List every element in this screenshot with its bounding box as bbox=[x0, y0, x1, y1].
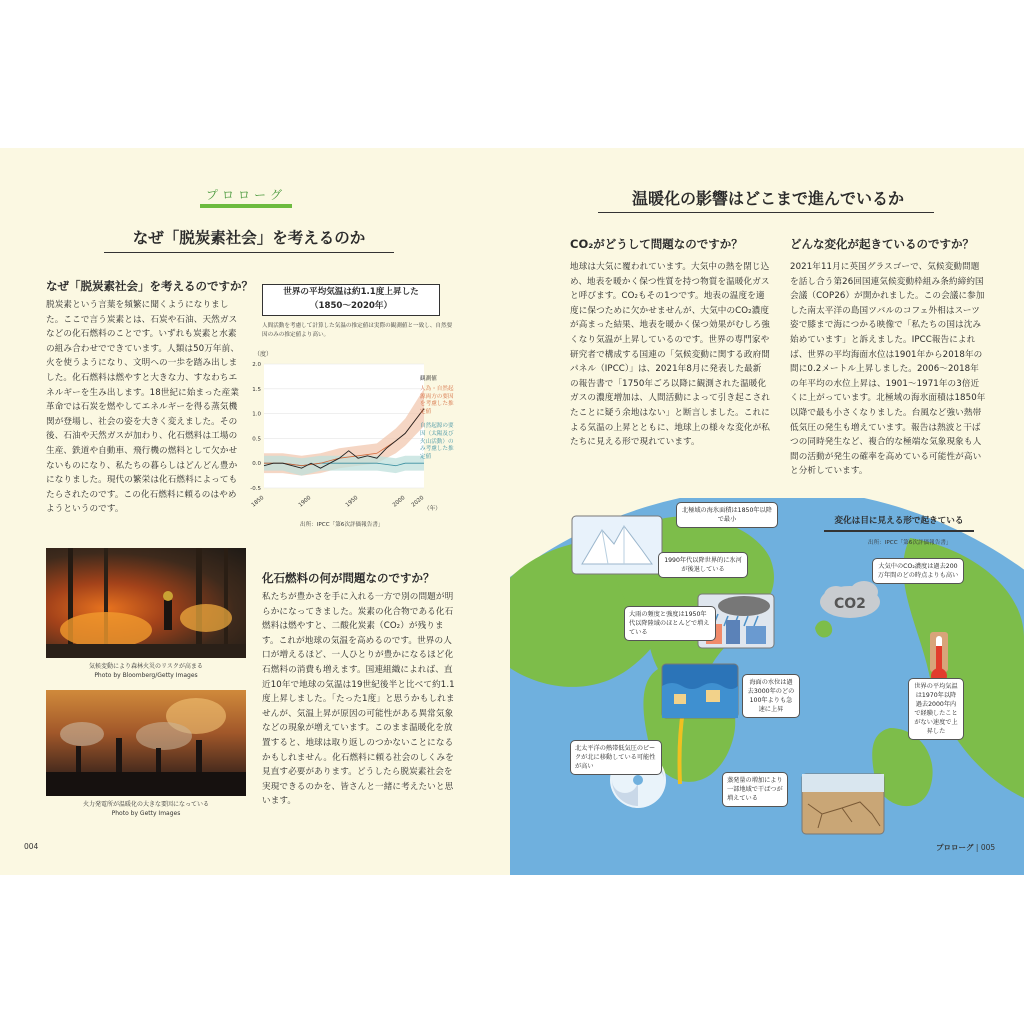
section-label-text: プロローグ bbox=[205, 188, 286, 202]
forest-fire-illustration bbox=[46, 548, 246, 658]
callout-arctic-ice: 北極域の海氷面積は1850年以降で最小 bbox=[676, 502, 778, 528]
chart-x-unit: （年） bbox=[424, 506, 441, 512]
left-page-title-text: なぜ「脱炭素社会」を考えるのか bbox=[132, 229, 366, 247]
left-paragraph-1: 脱炭素という言葉を頻繁に聞くようになりました。ここで言う炭素とは、石炭や石油、天然ガスなどの化石燃料のことです。いずれも炭素と水素の組み合わせでできています。人類は50万年前、火を使うようになり、文明への一歩を踏み出しました。化石燃料は燃やすと大きな力、すなわちエネルギーを生み出します。18世紀に始まった産業革命では石炭を燃やしてエネルギーを得る蒸気機関が登場し、社会の姿を大きく変えました。その後、石油や天然ガスが加わり、化石燃料は工場の生産、鉄道や自動車、飛行機の燃料として欠かせないものになり、私たちの暮らしはどんどん豊かになりました。現代の繁栄は化石燃料によってもたらされたのです。この化石燃料に頼るのはやめようというのです。 bbox=[46, 300, 240, 515]
right-page-title-text: 温暖化の影響はどこまで進んでいるか bbox=[631, 189, 904, 208]
sea-level-icon bbox=[662, 664, 738, 718]
y-tick-label: 2.0 bbox=[252, 362, 261, 368]
right-folio-separator: | bbox=[975, 843, 981, 852]
legend-human-natural: 人為・自然起源両方の要因を考慮した推定値 bbox=[420, 385, 454, 416]
right-page-number: 005 bbox=[980, 843, 996, 852]
left-page-number: 004 bbox=[24, 842, 39, 851]
left-page-title bbox=[104, 226, 394, 248]
left-title-rule bbox=[104, 252, 394, 253]
chart-source: 出所：IPCC「第6次評価報告書」 bbox=[300, 522, 384, 528]
book-spread bbox=[0, 148, 1024, 875]
right-paragraph-1: 地球は大気に覆われています。大気中の熱を閉じ込め、地表を暖かく保つ性質を持つ物質を温暖化ガスと呼びます。CO₂もその1つです。地表の温度を適度に保つために欠かせませんが、大気中のCO₂濃度が高まった結果、地表を暖かく保つ効果がむしろ強くなり気温が上昇しているのです。世界の専門家や研究者で構成する国連の「気候変動に関する政府間パネル（IPCC）」は、2021年8月に発表した最新の報告書で「1750年ごろ以降に観測された温暖化ガスの濃度増加は、人間活動によって引き起こされたことに疑う余地はない」と断言しました。これによる気温の上昇とともに、地球上の様々な変化が私たちに見える形で現れています。 bbox=[570, 262, 770, 448]
x-tick-label: 1950 bbox=[344, 494, 360, 509]
power-plant-caption bbox=[46, 800, 246, 818]
y-tick-label: 0.5 bbox=[252, 436, 261, 443]
x-tick-label: 2020 bbox=[410, 494, 426, 509]
power-plant-caption-text: 火力発電所が温暖化の大きな要因になっている bbox=[82, 801, 209, 808]
legend-natural-only: 自然起源の要因（太陽及び火山活動）のみ考慮した推定値 bbox=[420, 422, 454, 461]
chart-title-line1: 世界の平均気温は約1.1度上昇した bbox=[283, 287, 419, 297]
chart-legend bbox=[420, 376, 454, 462]
power-plant-credit: Photo by Getty Images bbox=[111, 810, 181, 817]
x-tick-label: 1850 bbox=[250, 494, 266, 509]
right-page-title bbox=[598, 186, 938, 209]
thermometer-icon bbox=[930, 632, 948, 684]
chart-note: 人間活動を考慮して計算した気温の推定値は実際の観測値と一致し、自然要因のみの推定値より高い。 bbox=[262, 323, 453, 338]
forest-fire-photo bbox=[46, 548, 246, 658]
callout-glacier: 1990年代以降世界的に氷河が後退している bbox=[658, 552, 748, 578]
power-plant-illustration bbox=[46, 690, 246, 796]
forest-fire-caption bbox=[46, 662, 246, 680]
co2-label: CO2 bbox=[834, 596, 866, 612]
legend-observed: 観測値 bbox=[420, 376, 437, 382]
forest-fire-caption-text: 気候変動により森林火災のリスクが高まる bbox=[89, 663, 203, 670]
x-tick-label: 2000 bbox=[391, 494, 407, 509]
section-label-underline bbox=[200, 204, 292, 208]
callout-temperature: 世界の平均気温は1970年以降過去2000年内で経験したことがない速度で上昇した bbox=[908, 678, 964, 740]
y-tick-label: 1.0 bbox=[252, 411, 261, 418]
right-folio bbox=[936, 842, 995, 853]
callout-drought: 蒸発量の増加により一部地域で干ばつが増えている bbox=[722, 772, 788, 807]
left-heading-2: 化石燃料の何が問題なのですか？ bbox=[262, 571, 435, 585]
y-tick-label: 0.0 bbox=[252, 461, 261, 468]
callout-typhoon: 北太平洋の熱帯低気圧のピークが北に移動している可能性が高い bbox=[570, 740, 662, 775]
right-folio-label: プロローグ bbox=[936, 843, 974, 852]
chart-title-line2: （1850〜2020年） bbox=[309, 301, 393, 311]
right-title-rule bbox=[598, 212, 934, 213]
y-axis-label: （度） bbox=[254, 351, 273, 358]
y-tick-label: -0.5 bbox=[250, 486, 261, 492]
forest-fire-credit: Photo by Bloomberg/Getty Images bbox=[94, 672, 198, 679]
left-paragraph-2: 私たちが豊かさを手に入れる一方で別の問題が明らかになってきました。炭素の化合物である化石燃料は燃やすと、二酸化炭素（CO₂）が残ります。これが地球の気温を高めるのです。世界の人口が増えるほど、一人ひとりが豊かになるほど化石燃料の消費も増えます。国連組織によれば、直近10年で地球の気温は19世紀後半と比べて約1.1度上昇しました。「たった1度」と思うかもしれませんが、気温上昇が原因の可能性がある異常気象などの現象が増えています。このまま温暖化を放置すると、地球は取り返しのつかないことになるかもしれません。化石燃料に頼る社会のしくみを見直す必要があります。どうしたら脱炭素社会を実現できるのかを、皆さんと一緒に考えたいと思います。 bbox=[262, 592, 455, 807]
changes-box-source: 出所：IPCC「第6次評価報告書」 bbox=[868, 540, 952, 546]
section-label bbox=[200, 186, 292, 203]
right-paragraph-2: 2021年11月に英国グラスゴーで、気候変動問題を話し合う第26回国連気候変動枠組み条約締約国会議（COP26）が開かれました。この会議に参加した南太平洋の島国ツバルのコフェ外相はスーツ姿で膝まで海につかる映像で「私たちの国は沈み始めています」と訴えました。IPCC報告によれば、世界の平均海面水位は1901年から2018年の間に0.2メートル上昇しました。2006〜2018年の年平均の水位上昇は、1901〜1971年の3倍近くに上がっています。北極域の海氷面積は1850年以降で最も小さくなりました。台風など強い熱帯低気圧の発生も増えています。報告は熱波と干ばつの同時発生など、複合的な極端な気象現象も人間の活動が発生の確率を高めている可能性が高いと分析しています。 bbox=[790, 262, 986, 477]
right-heading-2: どんな変化が起きているのですか？ bbox=[790, 237, 974, 251]
x-tick-label: 1900 bbox=[297, 494, 313, 509]
y-tick-label: 1.5 bbox=[252, 386, 261, 393]
changes-box-title: 変化は目に見える形で起きている bbox=[824, 510, 974, 532]
glacier-icon bbox=[572, 516, 662, 574]
drought-icon bbox=[802, 774, 884, 834]
callout-heavy-rain: 大雨の頻度と強度は1950年代以降陸域のほとんどで増えている bbox=[624, 606, 716, 641]
left-heading-1: なぜ「脱炭素社会」を考えるのですか？ bbox=[46, 279, 253, 293]
callout-co2-concentration: 大気中のCO₂濃度は過去200万年間のどの時点よりも高い bbox=[872, 558, 964, 584]
chart-title-box bbox=[262, 284, 440, 316]
callout-sea-level: 海面の水位は過去3000年のどの100年よりも急速に上昇 bbox=[742, 674, 800, 718]
right-heading-1: CO₂がどうして問題なのですか？ bbox=[570, 237, 743, 251]
power-plant-photo bbox=[46, 690, 246, 796]
